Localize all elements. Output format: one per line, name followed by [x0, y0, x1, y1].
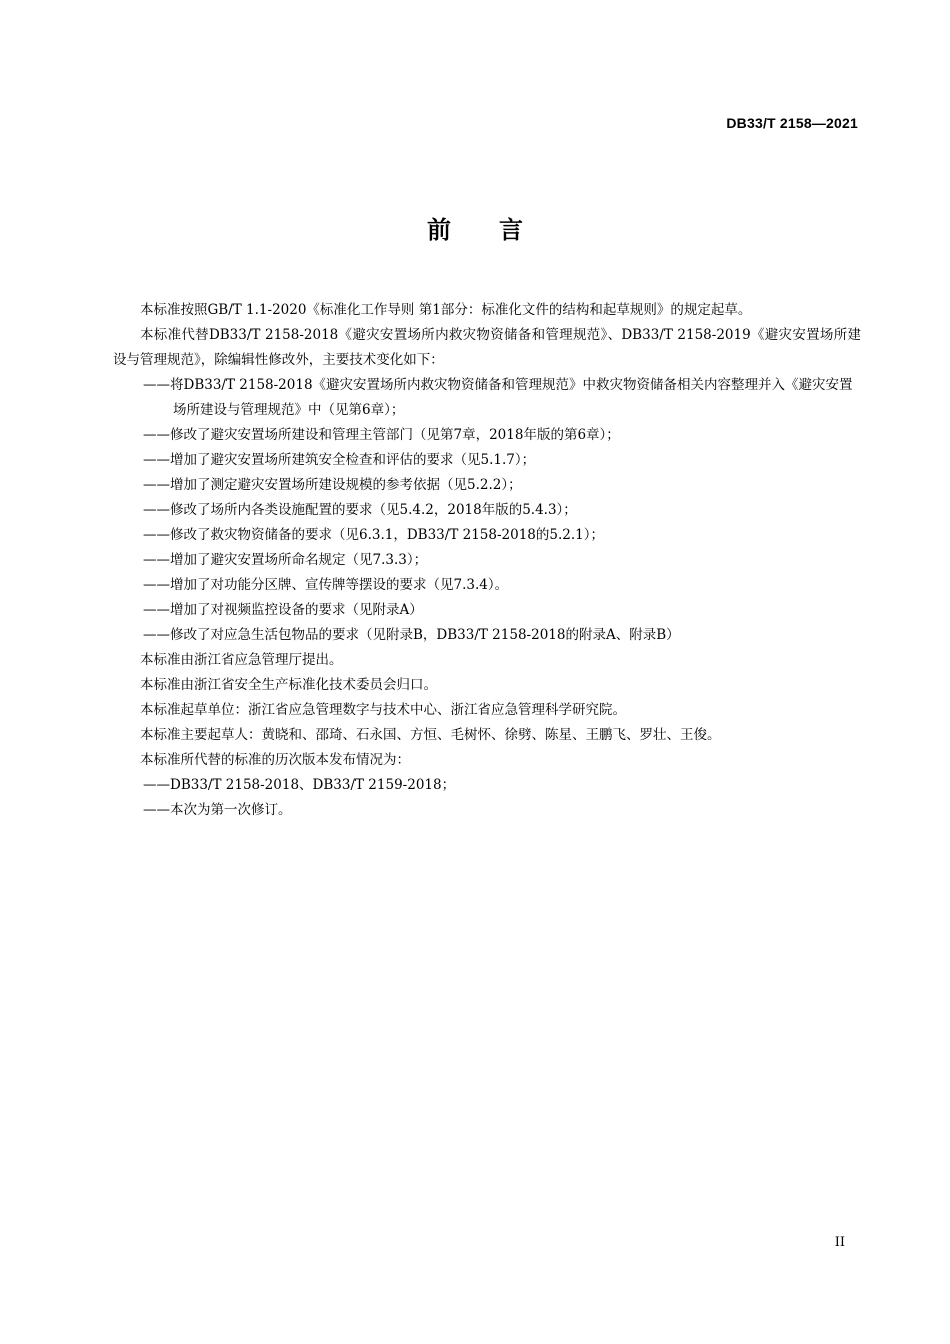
paragraph-drafting-units: 本标准起草单位：浙江省应急管理数字与技术中心、浙江省应急管理科学研究院。	[140, 702, 626, 718]
change-item: ——修改了场所内各类设施配置的要求（见5.4.2，2018年版的5.4.3）；	[143, 502, 577, 518]
paragraph-replaces: 本标准代替DB33/T 2158-2018《避灾安置场所内救灾物资储备和管理规范》、DB33/T 2158-2019《避灾安置场所建设与管理规范》，除编辑性修改外，主要技术变化如下：	[113, 327, 861, 368]
change-item: ——增加了避灾安置场所建筑安全检查和评估的要求（见5.1.7）；	[143, 452, 536, 468]
change-item: ——修改了避灾安置场所建设和管理主管部门（见第7章，2018年版的第6章）；	[143, 427, 620, 443]
change-item: ——增加了对功能分区牌、宣传牌等摆设的要求（见7.3.4）。	[143, 577, 509, 593]
change-item: ——修改了对应急生活包物品的要求（见附录B，DB33/T 2158-2018的附录A、附录B）	[143, 627, 680, 643]
change-item: ——增加了避灾安置场所命名规定（见7.3.3）；	[143, 552, 428, 568]
paragraph-basis: 本标准按照GB/T 1.1-2020《标准化工作导则 第1部分：标准化文件的结构和起草规则》的规定起草。	[140, 302, 752, 318]
history-item: ——本次为第一次修订。	[143, 802, 292, 818]
change-item: ——将DB33/T 2158-2018《避灾安置场所内救灾物资储备和管理规范》中救灾物资储备相关内容整理并入《避灾安置场所建设与管理规范》中（见第6章）；	[143, 377, 853, 418]
change-item: ——增加了测定避灾安置场所建设规模的参考依据（见5.2.2）；	[143, 477, 522, 493]
document-body	[113, 298, 861, 823]
page-title: 前言	[427, 216, 571, 244]
paragraph-drafters: 本标准主要起草人：黄晓和、邵琦、石永国、方恒、毛树怀、徐劈、陈星、王鹏飞、罗壮、王俊。	[140, 727, 721, 743]
paragraph-history-intro: 本标准所代替的标准的历次版本发布情况为：	[140, 752, 410, 768]
paragraph-committee: 本标准由浙江省安全生产标准化技术委员会归口。	[140, 677, 437, 693]
page-number: II	[834, 1235, 845, 1250]
history-item: ——DB33/T 2158-2018、DB33/T 2159-2018；	[143, 777, 456, 793]
standard-code: DB33/T 2158—2021	[726, 115, 858, 131]
change-item: ——增加了对视频监控设备的要求（见附录A）	[143, 602, 423, 618]
change-item: ——修改了救灾物资储备的要求（见6.3.1，DB33/T 2158-2018的5.2.1）；	[143, 527, 604, 543]
paragraph-proposer: 本标准由浙江省应急管理厅提出。	[140, 652, 343, 668]
